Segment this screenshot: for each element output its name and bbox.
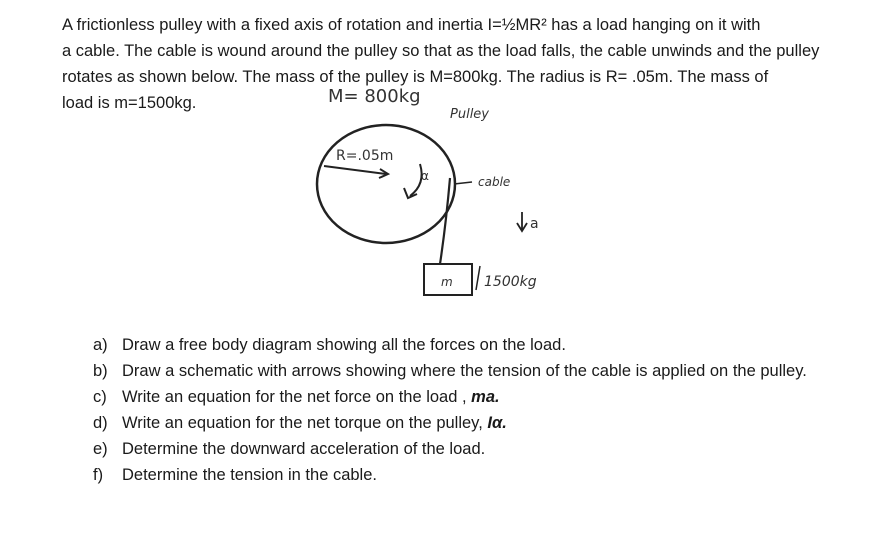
question-label: e) (93, 440, 108, 458)
question-text: Write an equation for the net force on the load , (122, 388, 472, 406)
radius-line (324, 166, 386, 174)
question-math: Iα. (487, 414, 507, 432)
question-text: Draw a free body diagram showing all the forces on the load. (122, 336, 566, 354)
question-text: Determine the tension in the cable. (122, 466, 377, 484)
problem-line: rotates as shown below. The mass of the pulley is M=800kg. The radius is R= .05m. The mass of (62, 68, 769, 86)
question-item (93, 462, 853, 488)
cable-pointer (454, 182, 472, 184)
pulley-mass-label: M= 800kg (328, 86, 421, 107)
question-list (93, 332, 853, 488)
alpha-label: α (421, 169, 429, 183)
question-item (93, 410, 853, 436)
question-item (93, 332, 853, 358)
question-text: Write an equation for the net torque on the pulley, (122, 414, 488, 432)
problem-line: load is m=1500kg. (62, 94, 197, 112)
question-math: ma. (471, 388, 500, 406)
cable-label: cable (478, 175, 511, 189)
pulley-label: Pulley (450, 107, 489, 122)
rotation-arrowhead (404, 188, 417, 198)
pulley-circle (317, 125, 455, 243)
question-item (93, 436, 853, 462)
question-label: a) (93, 336, 108, 354)
load-pointer (476, 266, 480, 290)
radius-label: R=.05m (336, 148, 394, 164)
question-item (93, 384, 853, 410)
question-item (93, 358, 853, 384)
problem-line: A frictionless pulley with a fixed axis of rotation and inertia I=½MR² has a load hanging on it with (62, 16, 761, 34)
question-label: f) (93, 466, 104, 484)
rotation-arc (410, 164, 422, 196)
pulley-diagram (300, 84, 600, 314)
load-label: m (441, 275, 453, 289)
accel-label: a (530, 216, 539, 232)
question-text: Determine the downward acceleration of the load. (122, 440, 486, 458)
load-mass-label: 1500kg (484, 274, 537, 290)
problem-line: a cable. The cable is wound around the pulley so that as the load falls, the cable unwinds and the pulley (62, 42, 820, 60)
question-label: b) (93, 362, 108, 380)
question-label: c) (93, 388, 107, 406)
question-label: d) (93, 414, 108, 432)
question-text: Draw a schematic with arrows showing where the tension of the cable is applied on the pulley. (122, 362, 807, 380)
